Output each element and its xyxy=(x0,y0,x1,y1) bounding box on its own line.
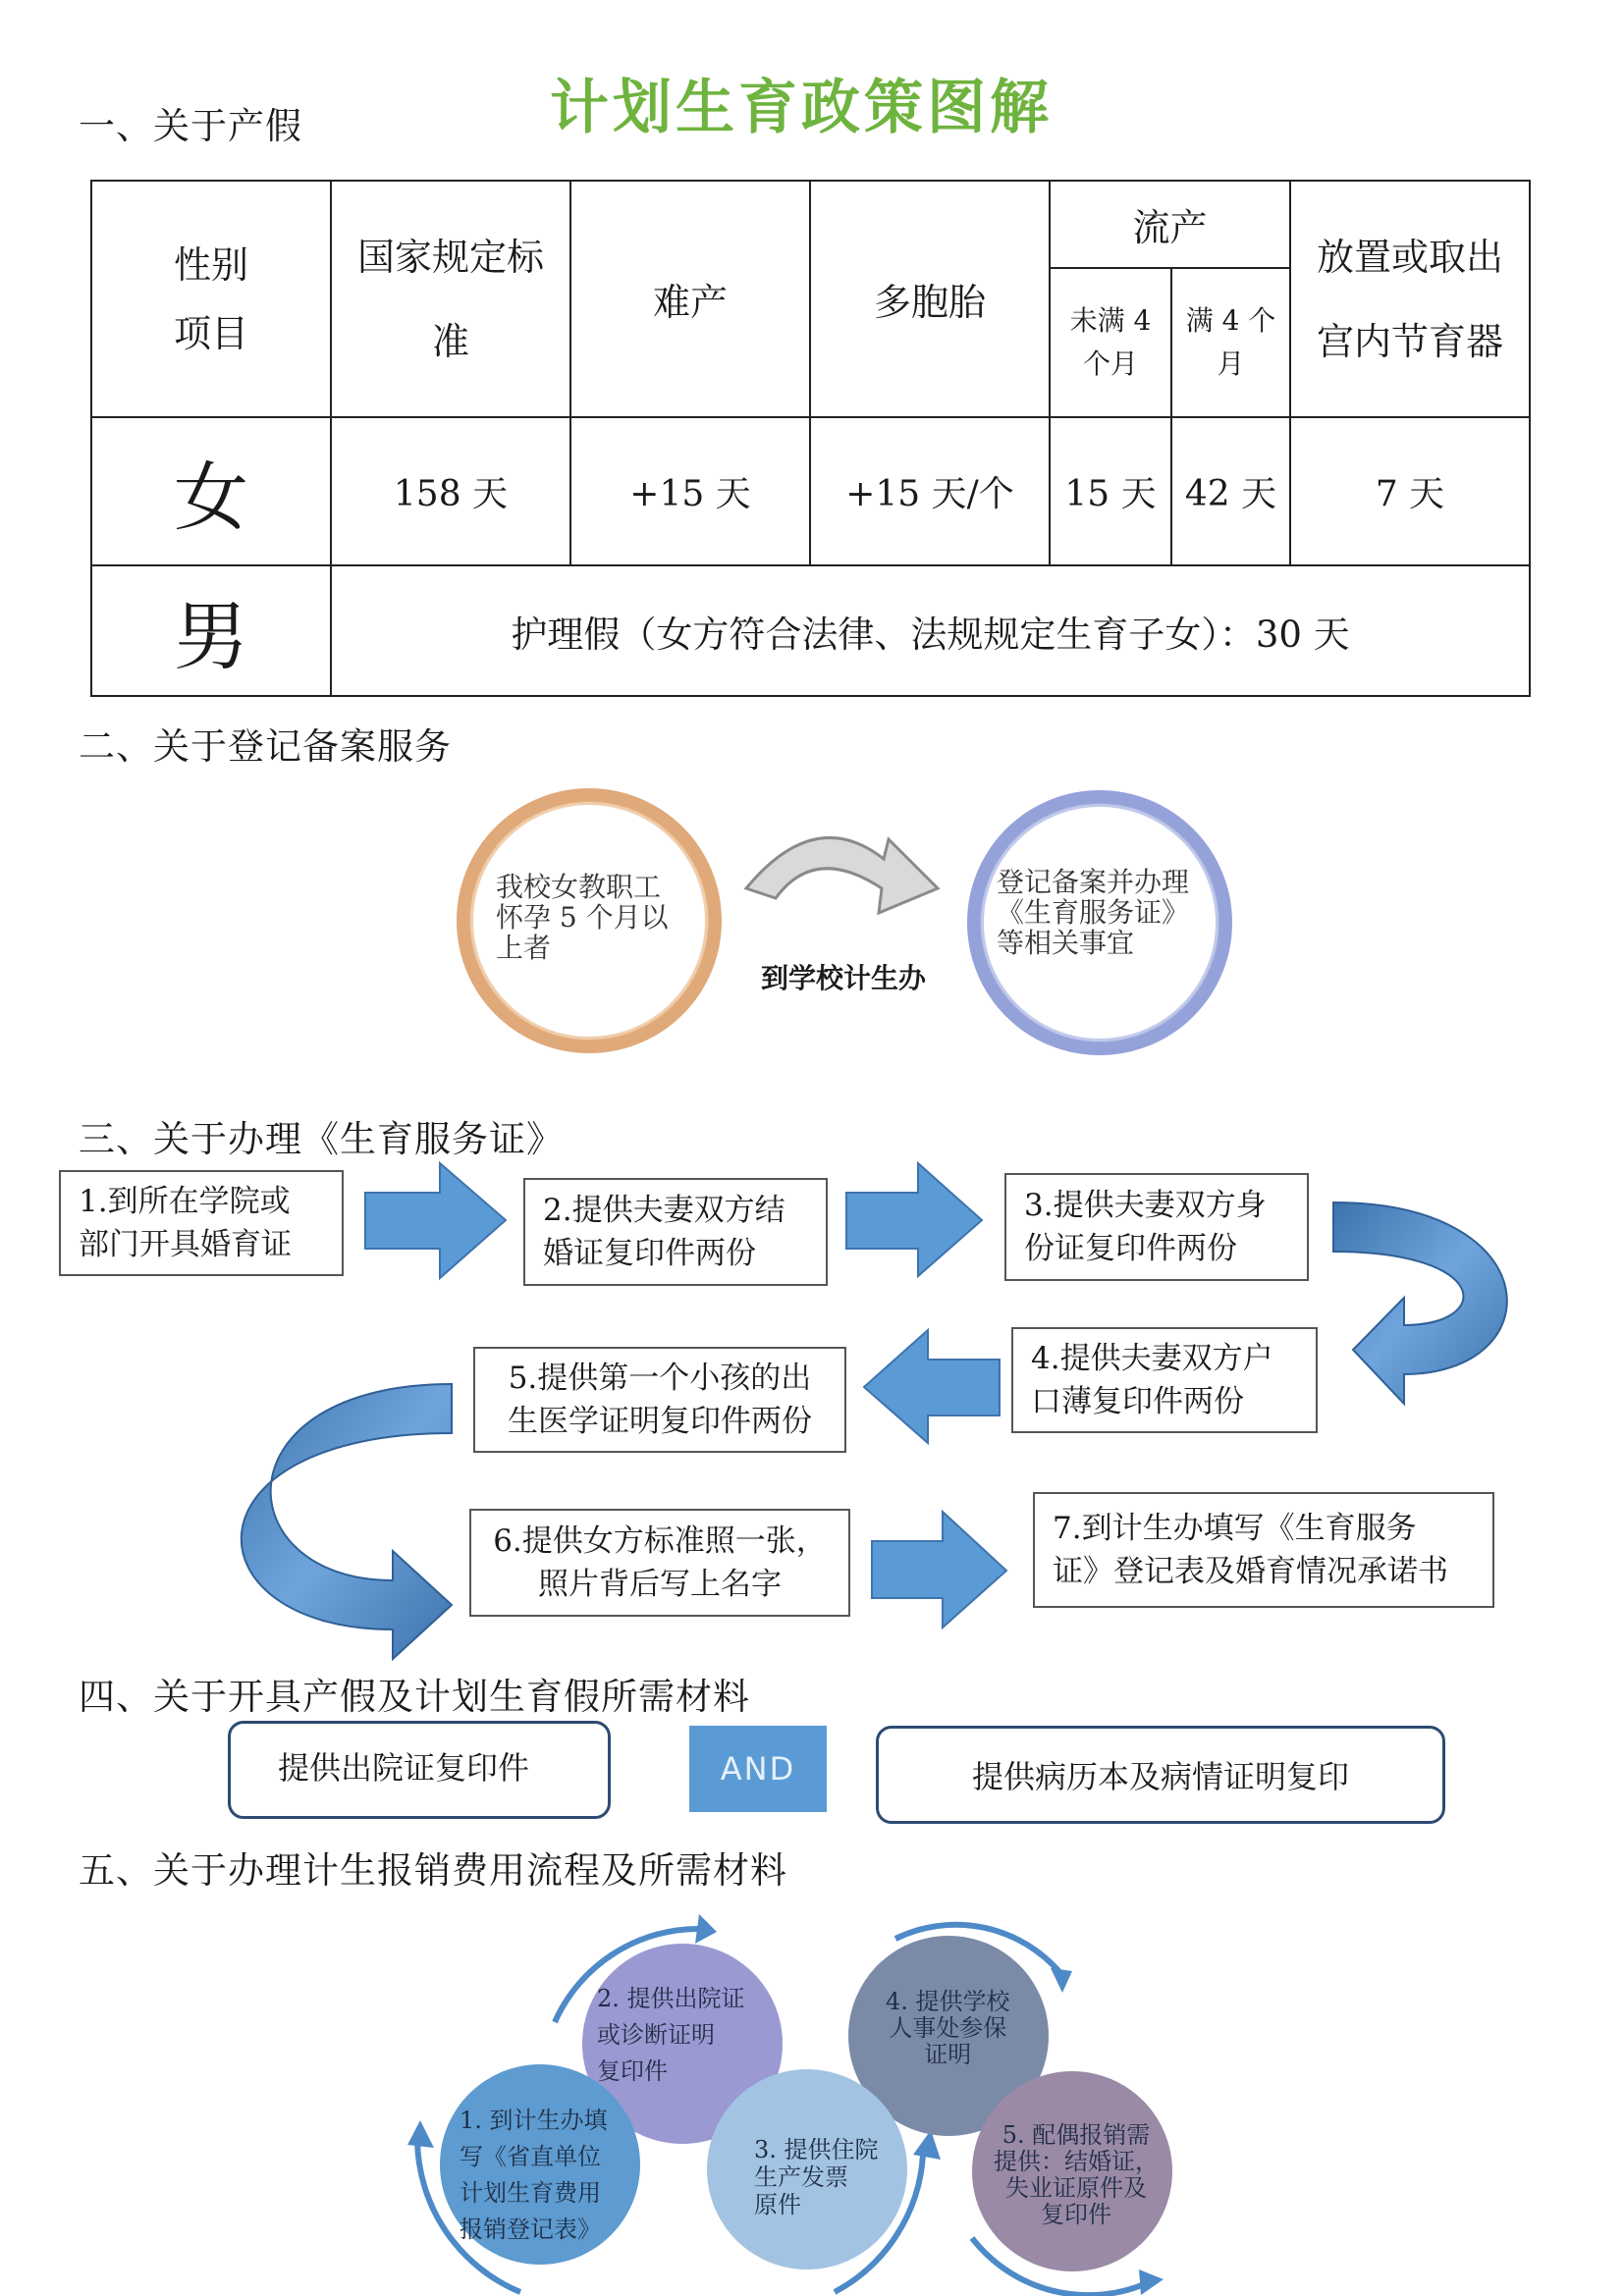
permit-step-6-line1: 6.提供女方标准照一张， xyxy=(493,1523,827,1559)
section-heading-registration: 二、关于登记备案服务 xyxy=(79,725,452,768)
left-circle-line2: 怀孕 5 个月以 xyxy=(496,901,669,934)
reimburse-step-1-line3: 计划生育费用 xyxy=(460,2179,601,2207)
reimburse-step-2-line3: 复印件 xyxy=(597,2057,668,2085)
arrow-label: 到学校计生办 xyxy=(761,962,927,994)
header-over4-line1: 满 4 个 xyxy=(1185,304,1276,337)
reimburse-step-5-text xyxy=(994,2122,1159,2228)
permit-step-7-line2: 证》登记表及婚育情况承诺书 xyxy=(1053,1554,1448,1589)
right-circle-line1: 登记备案并办理 xyxy=(997,866,1190,898)
reimburse-step-5-line2: 提供：结婚证， xyxy=(994,2148,1159,2175)
header-standard-line2: 准 xyxy=(431,319,469,363)
reimburse-step-1-text xyxy=(460,2103,608,2248)
male-paternity-note: 护理假（女方符合法律、法规规定生育子女）：30 天 xyxy=(511,613,1350,656)
female-over4: 42 天 xyxy=(1184,474,1277,514)
row-female-label: 女 xyxy=(174,454,248,541)
permit-step-3-line2: 份证复印件两份 xyxy=(1024,1231,1237,1266)
female-standard: 158 天 xyxy=(393,474,509,514)
section-heading-leave: 一、关于产假 xyxy=(79,105,302,147)
permit-step-7-line1: 7.到计生办填写《生育服务 xyxy=(1053,1511,1417,1546)
reimburse-step-2-text xyxy=(597,1981,745,2090)
and-connector: AND xyxy=(689,1726,827,1812)
section-heading-materials: 四、关于开具产假及计划生育假所需材料 xyxy=(79,1676,750,1718)
reimburse-step-1-line4: 报销登记表》 xyxy=(460,2216,601,2243)
permit-step-4-line1: 4.提供夫妻双方户 xyxy=(1031,1341,1273,1376)
header-under4-line1: 未满 4 xyxy=(1069,304,1152,337)
right-circle-line2: 《生育服务证》 xyxy=(997,896,1190,929)
reimburse-step-2-line1: 2. 提供出院证 xyxy=(597,1985,745,2012)
page-title: 计划生育政策图解 xyxy=(550,74,1053,142)
reimburse-step-4-line3: 证明 xyxy=(924,2041,972,2068)
permit-step-5-line1: 5.提供第一个小孩的出 xyxy=(508,1361,812,1396)
permit-step-4-line2: 口薄复印件两份 xyxy=(1031,1384,1244,1419)
reimburse-step-5-line3: 失业证原件及 xyxy=(1005,2174,1147,2202)
material-medical-records: 提供病历本及病情证明复印 xyxy=(876,1726,1445,1824)
reimburse-step-4-line2: 人事处参保 xyxy=(889,2014,1007,2042)
row-male-label: 男 xyxy=(174,593,248,680)
header-abortion: 流产 xyxy=(1132,206,1208,249)
header-standard-line1: 国家规定标 xyxy=(356,235,544,279)
header-iud-line2: 宫内节育器 xyxy=(1316,319,1503,363)
reimburse-step-4-line1: 4. 提供学校 xyxy=(886,1988,1010,2015)
left-circle-line3: 上者 xyxy=(496,932,552,964)
header-item: 项目 xyxy=(173,311,248,355)
reimburse-step-3-line2: 生产发票 xyxy=(754,2163,848,2191)
reimburse-step-3-text xyxy=(754,2136,879,2218)
reimburse-step-4-text xyxy=(886,1989,1010,2068)
header-gender: 性别 xyxy=(173,242,248,287)
section-heading-permit: 三、关于办理《生育服务证》 xyxy=(79,1118,564,1160)
material-discharge-certificate: 提供出院证复印件 xyxy=(228,1721,611,1819)
permit-step-6-line2: 照片背后写上名字 xyxy=(537,1567,782,1602)
permit-step-1-line2: 部门开具婚育证 xyxy=(79,1227,292,1262)
left-circle-line1: 我校女教职工 xyxy=(496,871,662,903)
header-iud-line1: 放置或取出 xyxy=(1316,235,1503,279)
female-iud: 7 天 xyxy=(1375,474,1445,514)
reimburse-step-3-line1: 3. 提供住院 xyxy=(754,2136,879,2163)
reimburse-step-5-line4: 复印件 xyxy=(1041,2201,1111,2228)
header-dystocia: 难产 xyxy=(652,281,728,324)
female-multiple: +15 天/个 xyxy=(845,474,1014,514)
reimburse-step-1-line1: 1. 到计生办填 xyxy=(460,2107,608,2134)
reimburse-step-5-line1: 5. 配偶报销需 xyxy=(1001,2121,1151,2149)
reimburse-step-2-line2: 或诊断证明 xyxy=(597,2021,715,2049)
permit-step-1-line1: 1.到所在学院或 xyxy=(79,1184,291,1219)
header-multiple: 多胞胎 xyxy=(873,281,986,324)
reimburse-step-3-line3: 原件 xyxy=(754,2191,801,2218)
permit-step-3-line1: 3.提供夫妻双方身 xyxy=(1024,1188,1267,1223)
right-circle-line3: 等相关事宜 xyxy=(997,927,1135,959)
permit-step-2-line1: 2.提供夫妻双方结 xyxy=(543,1193,785,1228)
permit-step-2-line2: 婚证复印件两份 xyxy=(543,1236,756,1271)
permit-step-5-line2: 生医学证明复印件两份 xyxy=(508,1404,812,1439)
reimburse-step-1-line2: 写《省直单位 xyxy=(460,2143,601,2170)
female-under4: 15 天 xyxy=(1064,474,1157,514)
section-heading-reimbursement: 五、关于办理计生报销费用流程及所需材料 xyxy=(79,1849,787,1892)
header-under4-line2: 个月 xyxy=(1082,347,1138,380)
header-over4-line2: 月 xyxy=(1217,347,1245,380)
female-dystocia: +15 天 xyxy=(629,474,751,514)
